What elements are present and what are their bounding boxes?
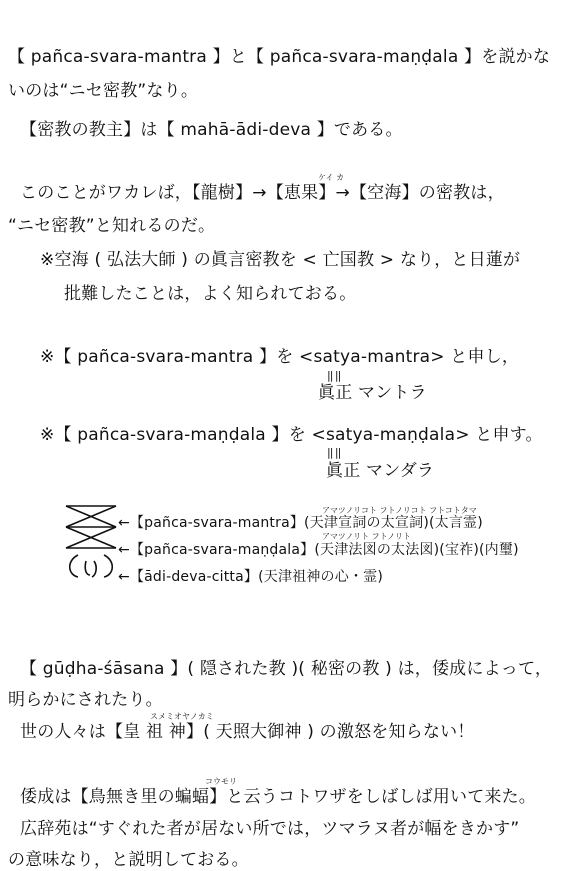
- text-line-3: 【密教の教主】は【 mahā-ādi-deva 】である。: [20, 120, 403, 140]
- text-line-2: いのは“ニセ密教”なり。: [8, 81, 199, 101]
- text-line-11: 明らかにされたり。: [8, 690, 163, 710]
- diagram-row-3: ←【ādi-deva-citta】(天津祖神の心・霊): [118, 569, 384, 585]
- sub-line-8: 眞正 マントラ: [318, 383, 427, 403]
- ruby-koumori: コウモリ: [205, 777, 237, 786]
- text-line-6: ※空海 ( 弘法大師 ) の眞言密教を < 亡国教 > なり，と日蓮が: [40, 250, 521, 270]
- ruby-keika: ケイ カ: [318, 173, 344, 182]
- diagram-row-2: ←【pañca-svara-maṇḍala】(天津法図の太法図)(宝祚)(内璽): [118, 542, 519, 558]
- text-line-14: 広辞苑は“すぐれた者が居ない所では，ツマラヌ者が幅をきかす”: [20, 819, 520, 839]
- equals-marks-2: || ||: [327, 446, 341, 459]
- diagram-row-1: ←【pañca-svara-mantra】(天津宣詞の太宣詞)(太言霊): [118, 515, 483, 531]
- text-line-1: 【 pañca-svara-mantra 】と【 pañca-svara-maṇḍala 】を説かな: [8, 47, 551, 67]
- text-line-7: 批難したことは，よく知られておる。: [64, 284, 357, 304]
- text-line-4: このことがワカレば，【龍樹】→【恵果】→【空海】の密教は，: [20, 183, 505, 203]
- text-line-8: ※【 pañca-svara-mantra 】を <satya-mantra> と申し，: [40, 347, 520, 367]
- text-line-10: 【 gūḍha-śāsana 】( 隠された教 )( 秘密の教 ) は，倭成によって，: [20, 659, 553, 679]
- ruby-diagram-row2: アマツノリト フトノリト: [322, 532, 411, 541]
- sub-line-9: 眞正 マンダラ: [326, 461, 435, 481]
- mandala-symbol-icon: [64, 503, 124, 613]
- text-line-9: ※【 pañca-svara-maṇḍala 】を <satya-maṇḍala> と申す。: [40, 425, 543, 445]
- ruby-diagram-row1: アマツノリコト フトノリコト フトコトタマ: [322, 506, 477, 515]
- text-line-12: 世の人々は【皇 祖 神】( 天照大御神 ) の激怒を知らない！: [20, 722, 475, 742]
- text-line-15: の意味なり，と説明しておる。: [8, 850, 249, 870]
- text-line-13: 倭成は【鳥無き里の蝙蝠】と云うコトワザをしばしば用いて来た。: [20, 787, 536, 807]
- ruby-sumemioyanokami: スメミオヤノカミ: [150, 712, 214, 721]
- text-line-5: “ニセ密教”と知れるのだ。: [8, 216, 216, 236]
- equals-marks-1: || ||: [327, 369, 341, 382]
